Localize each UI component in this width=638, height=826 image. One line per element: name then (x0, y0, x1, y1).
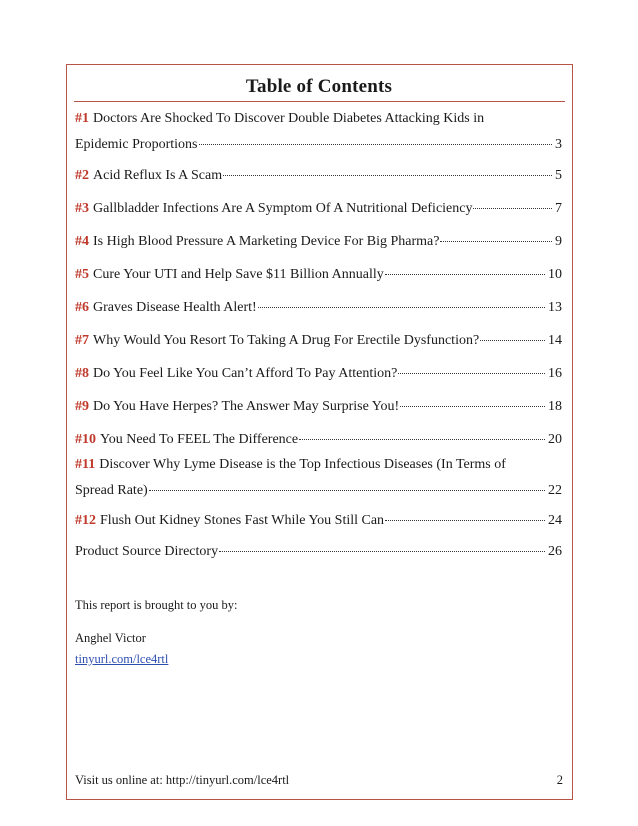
toc-entry-number: #11 (75, 457, 96, 472)
toc-entry-line (75, 394, 562, 420)
toc-entry-8[interactable] (75, 361, 562, 387)
toc-entry-number: #6 (75, 300, 89, 315)
toc-entry-title: Is High Blood Pressure A Marketing Device For Big Pharma? (93, 234, 440, 249)
toc-entry-page: 9 (555, 234, 562, 249)
dot-leader (398, 373, 545, 374)
toc-entry-title: Acid Reflux Is A Scam (93, 168, 223, 183)
toc-entry-number: #12 (75, 513, 96, 528)
toc-entry-line (75, 478, 562, 504)
dot-leader (299, 439, 545, 440)
toc-entry-10[interactable] (75, 427, 562, 453)
title-divider (74, 101, 565, 102)
toc-entry-title: Graves Disease Health Alert! (93, 300, 257, 315)
toc-entry-line (75, 229, 562, 255)
dot-leader (223, 175, 552, 176)
toc-entry-title: Discover Why Lyme Disease is the Top Infectious Diseases (In Terms of (99, 457, 506, 472)
dot-leader (199, 144, 553, 145)
toc-entry-title: Flush Out Kidney Stones Fast While You Still Can (100, 513, 385, 528)
toc-entry-page: 26 (548, 544, 562, 559)
toc-entry-number: #10 (75, 432, 96, 447)
toc-entry-title: Product Source Directory (75, 544, 219, 559)
toc-entry-5[interactable] (75, 262, 562, 288)
toc-entry-number: #4 (75, 234, 89, 249)
footer-page-number: 2 (556, 773, 563, 787)
toc-entry-page: 5 (555, 168, 562, 183)
dot-leader (149, 490, 545, 491)
toc-entry-title: Why Would You Resort To Taking A Drug For Erectile Dysfunction? (93, 333, 480, 348)
toc-entry-title-continued: Spread Rate) (75, 483, 148, 498)
dot-leader (400, 406, 545, 407)
toc-entry-page: 18 (548, 399, 562, 414)
toc-entry-title: Do You Have Herpes? The Answer May Surprise You! (93, 399, 400, 414)
dot-leader (385, 274, 545, 275)
toc-entry-page: 13 (548, 300, 562, 315)
toc-entry-title: Cure Your UTI and Help Save $11 Billion Annually (93, 267, 384, 282)
toc-entry-2[interactable] (75, 163, 562, 189)
toc-entry-line (75, 508, 562, 534)
toc-entry-line (75, 106, 562, 132)
toc-entry-page: 14 (548, 333, 562, 348)
report-brought-by: This report is brought to you by: (75, 598, 238, 612)
toc-entry-page: 7 (555, 201, 562, 216)
toc-entry-line (75, 328, 562, 354)
toc-entry-12[interactable] (75, 508, 562, 534)
toc-entry-title-continued: Epidemic Proportions (75, 137, 198, 152)
toc-entry-page: 24 (548, 513, 562, 528)
toc-entry-line (75, 295, 562, 321)
toc-entry-line (75, 427, 562, 453)
toc-entry-number: #3 (75, 201, 89, 216)
toc-title: Table of Contents (245, 76, 393, 97)
dot-leader (258, 307, 545, 308)
toc-entry-line (75, 163, 562, 189)
toc-entry-number: #1 (75, 111, 89, 126)
dot-leader (480, 340, 545, 341)
toc-entry-number: #8 (75, 366, 89, 381)
toc-entry-title: Do You Feel Like You Can’t Afford To Pay Attention? (93, 366, 398, 381)
report-author: Anghel Victor (75, 631, 146, 645)
dot-leader (219, 551, 545, 552)
toc-entry-number: #5 (75, 267, 89, 282)
dot-leader (440, 241, 552, 242)
toc-entry-7[interactable] (75, 328, 562, 354)
toc-entry-11[interactable] (75, 452, 562, 504)
toc-entry-line (75, 361, 562, 387)
toc-entry-6[interactable] (75, 295, 562, 321)
toc-entry-number: #9 (75, 399, 89, 414)
footer-visit-text: Visit us online at: http://tinyurl.com/lce4rtl (75, 773, 290, 787)
toc-entry-title: Gallbladder Infections Are A Symptom Of A Nutritional Deficiency (93, 201, 473, 216)
toc-entry-line (75, 132, 562, 158)
toc-entry-line (75, 262, 562, 288)
toc-entry-page: 16 (548, 366, 562, 381)
dot-leader (385, 520, 545, 521)
toc-entry-page: 10 (548, 267, 562, 282)
toc-entry-page: 3 (555, 137, 562, 152)
toc-entry-product-source-directory[interactable] (75, 539, 562, 565)
toc-entry-line (75, 452, 562, 478)
toc-entry-line (75, 196, 562, 222)
toc-entry-4[interactable] (75, 229, 562, 255)
toc-entry-number: #7 (75, 333, 89, 348)
toc-entry-number: #2 (75, 168, 89, 183)
toc-entry-1[interactable] (75, 106, 562, 158)
toc-entry-page: 20 (548, 432, 562, 447)
toc-entry-3[interactable] (75, 196, 562, 222)
report-link[interactable]: tinyurl.com/lce4rtl (75, 652, 169, 666)
toc-entry-title: You Need To FEEL The Difference (100, 432, 299, 447)
toc-entry-page: 22 (548, 483, 562, 498)
toc-entry-9[interactable] (75, 394, 562, 420)
dot-leader (473, 208, 552, 209)
toc-entry-title: Doctors Are Shocked To Discover Double Diabetes Attacking Kids in (93, 111, 485, 126)
toc-entry-line (75, 539, 562, 565)
